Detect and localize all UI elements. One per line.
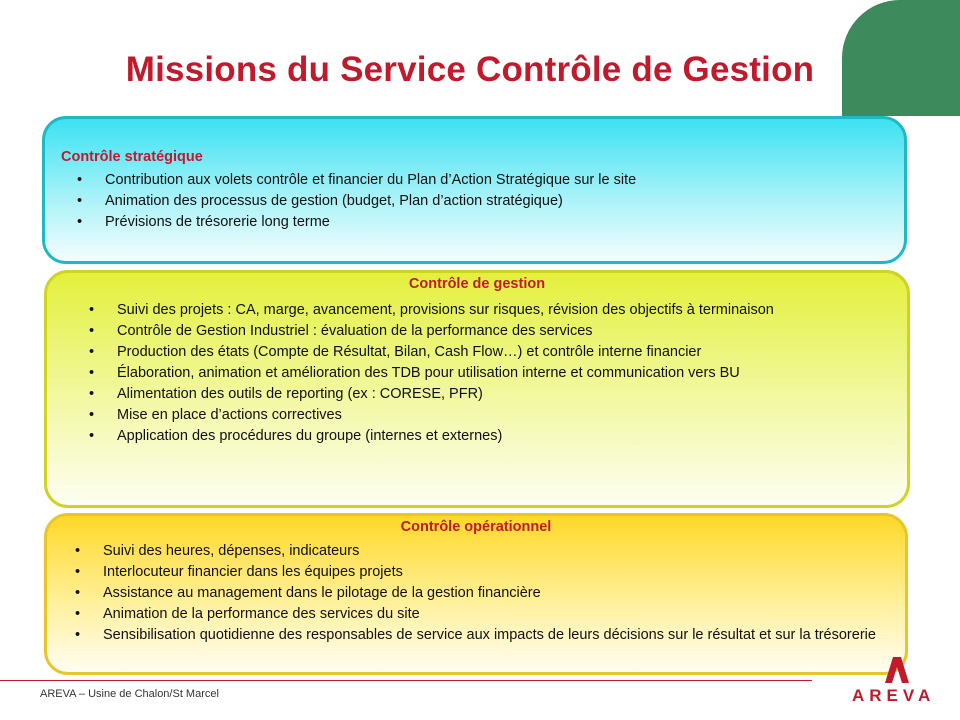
areva-wordmark: AREVA bbox=[852, 686, 936, 705]
section-controle-de-gestion bbox=[44, 270, 910, 508]
section-controle-operationnel bbox=[44, 513, 908, 675]
list-item: • Contribution aux volets contrôle et financier du Plan d’Action Stratégique sur le site bbox=[77, 170, 877, 191]
list-item: • Prévisions de trésorerie long terme bbox=[77, 212, 877, 233]
list-item: • Application des procédures du groupe (internes et externes) bbox=[89, 426, 889, 447]
list-item: • Animation des processus de gestion (budget, Plan d’action stratégique) bbox=[77, 191, 877, 212]
list-item: • Production des états (Compte de Résultat, Bilan, Cash Flow…) et contrôle interne financier bbox=[89, 342, 889, 363]
footer-divider bbox=[0, 680, 812, 681]
section-title: Contrôle opérationnel bbox=[400, 519, 552, 535]
section-title: Contrôle stratégique bbox=[61, 149, 203, 165]
list-item: • Contrôle de Gestion Industriel : évaluation de la performance des services bbox=[89, 321, 889, 342]
list-item: • Animation de la performance des services du site bbox=[75, 604, 885, 625]
bullet-list bbox=[77, 170, 877, 233]
bullet-list bbox=[75, 541, 885, 646]
list-item: • Assistance au management dans le pilotage de la gestion financière bbox=[75, 583, 885, 604]
list-item: • Suivi des heures, dépenses, indicateurs bbox=[75, 541, 885, 562]
list-item: • Élaboration, animation et amélioration des TDB pour utilisation interne et communication vers BU bbox=[89, 363, 889, 384]
section-controle-strategique bbox=[42, 116, 907, 264]
slide-title: Missions du Service Contrôle de Gestion bbox=[125, 50, 815, 89]
list-item: • Mise en place d’actions correctives bbox=[89, 405, 889, 426]
bullet-list bbox=[89, 300, 889, 447]
footer-text: AREVA – Usine de Chalon/St Marcel bbox=[40, 688, 219, 700]
list-item: • Interlocuteur financier dans les équipes projets bbox=[75, 562, 885, 583]
list-item: • Sensibilisation quotidienne des responsables de service aux impacts de leurs décisions sur le résultat et sur la trésorerie bbox=[75, 625, 885, 646]
section-title: Contrôle de gestion bbox=[408, 276, 546, 292]
list-item: • Alimentation des outils de reporting (ex : CORESE, PFR) bbox=[89, 384, 889, 405]
list-item: • Suivi des projets : CA, marge, avancement, provisions sur risques, révision des objectifs à terminaison bbox=[89, 300, 889, 321]
